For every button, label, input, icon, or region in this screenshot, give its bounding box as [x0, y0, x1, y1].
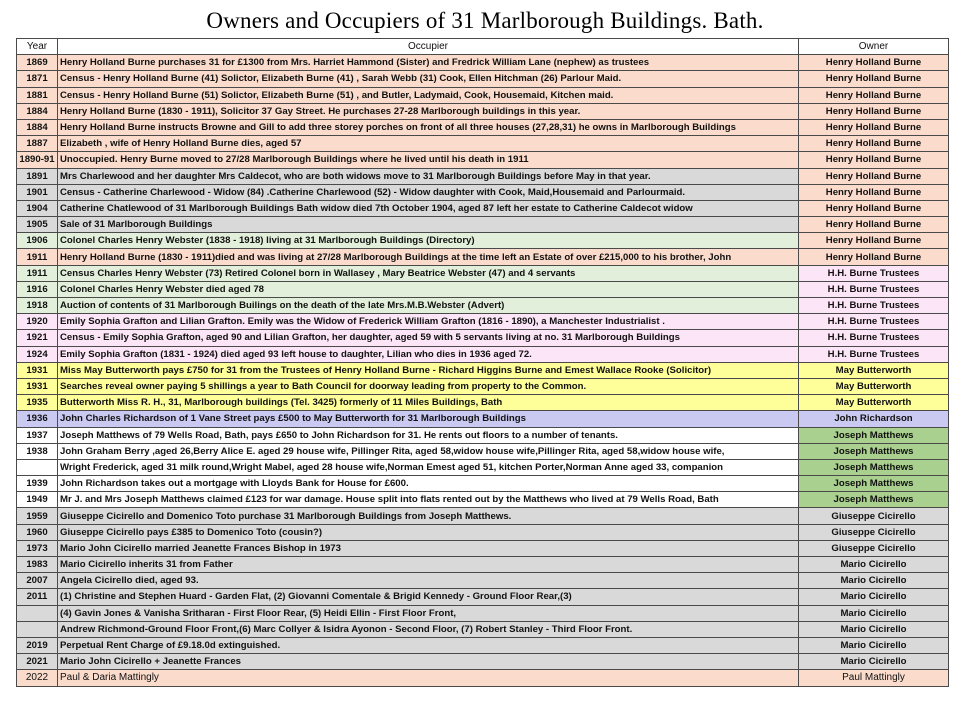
owners-occupiers-table: [16, 38, 949, 687]
year-cell: 1911: [17, 265, 58, 281]
year-cell: 1887: [17, 136, 58, 152]
owner-cell: Paul Mattingly: [799, 670, 949, 686]
table-row: [17, 557, 949, 573]
owner-cell: Henry Holland Burne: [799, 152, 949, 168]
year-cell: 2007: [17, 573, 58, 589]
year-cell: 1920: [17, 314, 58, 330]
occupier-cell: Census - Henry Holland Burne (51) Solictor, Elizabeth Burne (51) , and Butler, Ladymaid, Cook, Housemaid, Kitchen maid.: [58, 87, 799, 103]
occupier-cell: Colonel Charles Henry Webster died aged 78: [58, 281, 799, 297]
table-row: [17, 200, 949, 216]
year-cell: 1939: [17, 476, 58, 492]
owner-cell: H.H. Burne Trustees: [799, 281, 949, 297]
occupier-cell: Andrew Richmond-Ground Floor Front,(6) Marc Collyer & Isidra Ayonon - Second Floor, (7) Robert Stanley - Third Floor Front.: [58, 621, 799, 637]
occupier-cell: John Richardson takes out a mortgage with Lloyds Bank for House for £600.: [58, 476, 799, 492]
owner-cell: H.H. Burne Trustees: [799, 330, 949, 346]
table-row: [17, 524, 949, 540]
year-cell: 1935: [17, 395, 58, 411]
table-row: [17, 346, 949, 362]
year-column-header: Year: [17, 39, 58, 55]
occupier-cell: Unoccupied. Henry Burne moved to 27/28 Marlborough Buildings where he lived until his death in 1911: [58, 152, 799, 168]
table-row: [17, 184, 949, 200]
occupier-cell: Mario John Cicirello married Jeanette Frances Bishop in 1973: [58, 540, 799, 556]
table-row: [17, 249, 949, 265]
table-row: [17, 395, 949, 411]
table-row: [17, 233, 949, 249]
table-row: [17, 411, 949, 427]
occupier-cell: Mrs Charlewood and her daughter Mrs Caldecot, who are both widows move to 31 Marlborough Buildings before May in that year.: [58, 168, 799, 184]
year-cell: 1869: [17, 55, 58, 71]
owner-cell: Henry Holland Burne: [799, 119, 949, 135]
owner-cell: Joseph Matthews: [799, 427, 949, 443]
page-title: Owners and Occupiers of 31 Marlborough Buildings. Bath.: [206, 8, 764, 33]
occupier-cell: Census - Catherine Charlewood - Widow (84) .Catherine Charlewood (52) - Widow daughter with Cook, Maid,Housemaid and Parlourmaid.: [58, 184, 799, 200]
owner-cell: Mario Cicirello: [799, 589, 949, 605]
year-cell: 1918: [17, 298, 58, 314]
owner-cell: Joseph Matthews: [799, 476, 949, 492]
occupier-cell: Sale of 31 Marlborough Buildings: [58, 217, 799, 233]
year-cell: 1884: [17, 103, 58, 119]
owner-cell: Henry Holland Burne: [799, 200, 949, 216]
occupier-cell: Angela Cicirello died, aged 93.: [58, 573, 799, 589]
table-row: [17, 605, 949, 621]
owner-cell: Mario Cicirello: [799, 654, 949, 670]
table-row: [17, 55, 949, 71]
year-cell: 1911: [17, 249, 58, 265]
occupier-cell: Elizabeth , wife of Henry Holland Burne dies, aged 57: [58, 136, 799, 152]
year-cell: 2021: [17, 654, 58, 670]
table-row: [17, 427, 949, 443]
table-row: [17, 217, 949, 233]
occupier-cell: Mario John Cicirello + Jeanette Frances: [58, 654, 799, 670]
year-cell: 1916: [17, 281, 58, 297]
year-cell: 1938: [17, 443, 58, 459]
occupier-cell: Catherine Chatlewood of 31 Marlborough Buildings Bath widow died 7th October 1904, aged 87 left her estate to Catherine Caldecot widow: [58, 200, 799, 216]
occupier-cell: Henry Holland Burne purchases 31 for £1300 from Mrs. Harriet Hammond (Sister) and Fredrick William Lane (nephew) as trustees: [58, 55, 799, 71]
year-cell: 2019: [17, 637, 58, 653]
owner-cell: John Richardson: [799, 411, 949, 427]
table-row: [17, 265, 949, 281]
owner-column-header: Owner: [799, 39, 949, 55]
owner-cell: May Butterworth: [799, 395, 949, 411]
year-cell: 1921: [17, 330, 58, 346]
year-cell: 1884: [17, 119, 58, 135]
table-row: [17, 330, 949, 346]
owner-cell: Henry Holland Burne: [799, 71, 949, 87]
table-row: [17, 589, 949, 605]
year-cell: 1959: [17, 508, 58, 524]
table-row: [17, 492, 949, 508]
occupier-cell: Henry Holland Burne instructs Browne and Gill to add three storey porches on front of all three houses (27,28,31) he owns in Marlborough Buildings: [58, 119, 799, 135]
occupier-cell: Auction of contents of 31 Marlborough Builings on the death of the late Mrs.M.B.Webster (Advert): [58, 298, 799, 314]
owner-cell: Mario Cicirello: [799, 573, 949, 589]
year-cell: 1905: [17, 217, 58, 233]
occupier-cell: Census Charles Henry Webster (73) Retired Colonel born in Wallasey , Mary Beatrice Webster (47) and 4 servants: [58, 265, 799, 281]
owner-cell: Henry Holland Burne: [799, 249, 949, 265]
occupier-cell: Mario Cicirello inherits 31 from Father: [58, 557, 799, 573]
occupier-cell: John Graham Berry ,aged 26,Berry Alice E. aged 29 house wife, Pillinger Rita, aged 58,widow house wife,Pillinger Rita, aged 58,widow house wife,: [58, 443, 799, 459]
table-row: [17, 621, 949, 637]
occupier-cell: Henry Holland Burne (1830 - 1911)died and was living at 27/28 Marlborough Buildings at the time left an Estate of over £215,000 to his brother, John: [58, 249, 799, 265]
occupier-cell: John Charles Richardson of 1 Vane Street pays £500 to May Butterworth for 31 Marlborough Buildings: [58, 411, 799, 427]
year-cell: 2011: [17, 589, 58, 605]
occupier-cell: Paul & Daria Mattingly: [58, 670, 799, 686]
year-cell: 1890-91: [17, 152, 58, 168]
table-row: [17, 168, 949, 184]
table-row: [17, 654, 949, 670]
owner-cell: Henry Holland Burne: [799, 233, 949, 249]
table-row: [17, 476, 949, 492]
year-cell: [17, 621, 58, 637]
table-row: [17, 281, 949, 297]
occupier-cell: Henry Holland Burne (1830 - 1911), Solicitor 37 Gay Street. He purchases 27-28 Marlborough buildings in this year.: [58, 103, 799, 119]
table-row: [17, 136, 949, 152]
owner-cell: Henry Holland Burne: [799, 103, 949, 119]
occupier-cell: (1) Christine and Stephen Huard - Garden Flat, (2) Giovanni Comentale & Brigid Kennedy - Ground Floor Rear,(3): [58, 589, 799, 605]
owner-cell: Joseph Matthews: [799, 443, 949, 459]
table-row: [17, 152, 949, 168]
owner-cell: May Butterworth: [799, 378, 949, 394]
occupier-cell: Miss May Butterworth pays £750 for 31 from the Trustees of Henry Holland Burne - Richard Higgins Burne and Emest Wallace Rooke (Solicitor): [58, 362, 799, 378]
occupier-cell: Emily Sophia Grafton and Lilian Grafton. Emily was the Widow of Frederick William Grafton (1816 - 1890), a Manchester Industrialist .: [58, 314, 799, 330]
occupier-cell: Census - Emily Sophia Grafton, aged 90 and Lilian Grafton, her daughter, aged 59 with 5 servants living at no. 31 Marlborough Buildings: [58, 330, 799, 346]
year-cell: 1931: [17, 362, 58, 378]
table-row: [17, 362, 949, 378]
owner-cell: Henry Holland Burne: [799, 184, 949, 200]
year-cell: 1924: [17, 346, 58, 362]
table-row: [17, 119, 949, 135]
table-row: [17, 71, 949, 87]
table-row: [17, 87, 949, 103]
table-row: [17, 670, 949, 686]
table-row: [17, 103, 949, 119]
year-cell: 2022: [17, 670, 58, 686]
table-row: [17, 378, 949, 394]
occupier-cell: Giuseppe Cicirello pays £385 to Domenico Toto (cousin?): [58, 524, 799, 540]
owner-cell: H.H. Burne Trustees: [799, 265, 949, 281]
year-cell: 1949: [17, 492, 58, 508]
owner-cell: Henry Holland Burne: [799, 217, 949, 233]
occupier-cell: Joseph Matthews of 79 Wells Road, Bath, pays £650 to John Richardson for 31. He rents out floors to a number of tenants.: [58, 427, 799, 443]
year-cell: 1931: [17, 378, 58, 394]
occupier-cell: Butterworth Miss R. H., 31, Marlborough buildings (Tel. 3425) formerly of 11 Miles Buildings, Bath: [58, 395, 799, 411]
table-row: [17, 459, 949, 475]
occupier-cell: Giuseppe Cicirello and Domenico Toto purchase 31 Marlborough Buildings from Joseph Matthews.: [58, 508, 799, 524]
owner-cell: H.H. Burne Trustees: [799, 346, 949, 362]
year-cell: 1936: [17, 411, 58, 427]
owner-cell: Henry Holland Burne: [799, 55, 949, 71]
table-row: [17, 443, 949, 459]
owner-cell: Joseph Matthews: [799, 459, 949, 475]
occupier-cell: Census - Henry Holland Burne (41) Solictor, Elizabeth Burne (41) , Sarah Webb (31) Cook, Ellen Hitchman (26) Parlour Maid.: [58, 71, 799, 87]
year-cell: 1937: [17, 427, 58, 443]
owner-cell: May Butterworth: [799, 362, 949, 378]
year-cell: 1904: [17, 200, 58, 216]
year-cell: 1871: [17, 71, 58, 87]
owner-cell: Giuseppe Cicirello: [799, 524, 949, 540]
owner-cell: H.H. Burne Trustees: [799, 314, 949, 330]
owner-cell: Mario Cicirello: [799, 557, 949, 573]
owner-cell: Giuseppe Cicirello: [799, 508, 949, 524]
owner-cell: Mario Cicirello: [799, 637, 949, 653]
table-row: [17, 573, 949, 589]
table-header-row: [17, 39, 949, 55]
year-cell: 1891: [17, 168, 58, 184]
owner-cell: Giuseppe Cicirello: [799, 540, 949, 556]
owner-cell: Mario Cicirello: [799, 605, 949, 621]
occupier-cell: Wright Frederick, aged 31 milk round,Wright Mabel, aged 28 house wife,Norman Emest aged 51, kitchen Porter,Norman Anne aged 33, companion: [58, 459, 799, 475]
owner-cell: Henry Holland Burne: [799, 168, 949, 184]
table-row: [17, 298, 949, 314]
year-cell: 1983: [17, 557, 58, 573]
year-cell: [17, 605, 58, 621]
table-row: [17, 637, 949, 653]
occupier-cell: (4) Gavin Jones & Vanisha Sritharan - First Floor Rear, (5) Heidi Ellin - First Floor Front,: [58, 605, 799, 621]
owner-cell: Joseph Matthews: [799, 492, 949, 508]
table-body: [17, 55, 949, 686]
year-cell: [17, 459, 58, 475]
occupier-cell: Emily Sophia Grafton (1831 - 1924) died aged 93 left house to daughter, Lilian who dies in 1936 aged 72.: [58, 346, 799, 362]
occupier-column-header: Occupier: [58, 39, 799, 55]
occupier-cell: Searches reveal owner paying 5 shillings a year to Bath Council for doorway leading from property to the Common.: [58, 378, 799, 394]
occupier-cell: Colonel Charles Henry Webster (1838 - 1918) living at 31 Marlborough Buildings (Directory): [58, 233, 799, 249]
year-cell: 1881: [17, 87, 58, 103]
owner-cell: Henry Holland Burne: [799, 136, 949, 152]
owner-cell: Mario Cicirello: [799, 621, 949, 637]
year-cell: 1906: [17, 233, 58, 249]
year-cell: 1973: [17, 540, 58, 556]
occupier-cell: Mr J. and Mrs Joseph Matthews claimed £123 for war damage. House split into flats rented out by the Matthews who lived at 79 Wells Road, Bath: [58, 492, 799, 508]
table-row: [17, 508, 949, 524]
table-row: [17, 314, 949, 330]
owner-cell: Henry Holland Burne: [799, 87, 949, 103]
year-cell: 1901: [17, 184, 58, 200]
year-cell: 1960: [17, 524, 58, 540]
owner-cell: H.H. Burne Trustees: [799, 298, 949, 314]
table-row: [17, 540, 949, 556]
occupier-cell: Perpetual Rent Charge of £9.18.0d extinguished.: [58, 637, 799, 653]
